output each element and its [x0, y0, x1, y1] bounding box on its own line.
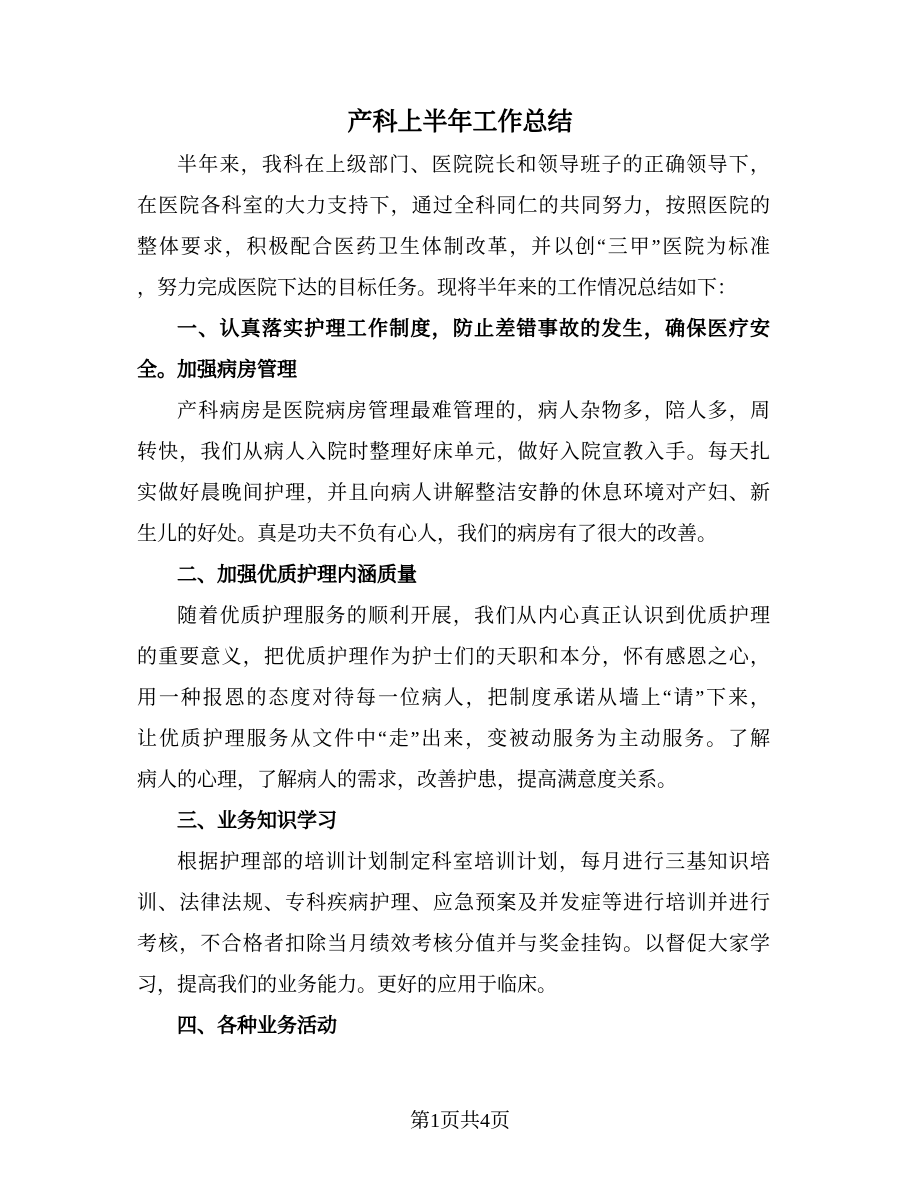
text-line: 实做好晨晚间护理，并且向病人讲解整洁安静的休息环境对产妇、新	[137, 482, 770, 504]
text-line: 整体要求，积极配合医药卫生体制改革，并以创“三甲”医院为标准	[137, 236, 770, 258]
text-line: 习，提高我们的业务能力。更好的应用于临床。	[137, 974, 557, 996]
document-body	[137, 145, 770, 1047]
section-heading	[137, 801, 770, 842]
text-line: ，努力完成医院下达的目标任务。现将半年来的工作情况总结如下：	[137, 277, 737, 299]
section-heading	[137, 1006, 770, 1047]
text-line: 二、加强优质护理内涵质量	[177, 564, 417, 586]
text-line: 转快，我们从病人入院时整理好床单元，做好入院宣教入手。每天扎	[137, 441, 770, 463]
text-line: 训、法律法规、专科疾病护理、应急预案及并发症等进行培训并进行	[137, 892, 770, 914]
paragraph	[137, 842, 770, 1006]
text-line: 病人的心理，了解病人的需求，改善护患，提高满意度关系。	[137, 769, 677, 791]
section-heading	[137, 309, 770, 391]
page-number: 第1页共4页	[410, 1110, 510, 1132]
text-line: 让优质护理服务从文件中“走”出来，变被动服务为主动服务。了解	[137, 728, 770, 750]
section-heading	[137, 555, 770, 596]
paragraph	[137, 391, 770, 555]
text-line: 随着优质护理服务的顺利开展，我们从内心真正认识到优质护理	[177, 605, 770, 627]
text-line: 四、各种业务活动	[177, 1015, 337, 1037]
text-line: 用一种报恩的态度对待每一位病人，把制度承诺从墙上“请”下来，	[137, 687, 770, 709]
text-line: 根据护理部的培训计划制定科室培训计划，每月进行三基知识培	[177, 851, 770, 873]
text-line: 考核，不合格者扣除当月绩效考核分值并与奖金挂钩。以督促大家学	[137, 933, 770, 955]
text-line: 生儿的好处。真是功夫不负有心人，我们的病房有了很大的改善。	[137, 523, 717, 545]
text-line: 三、业务知识学习	[177, 810, 337, 832]
paragraph	[137, 596, 770, 801]
text-line: 在医院各科室的大力支持下，通过全科同仁的共同努力，按照医院的	[137, 195, 770, 217]
paragraph	[137, 145, 770, 309]
text-line: 全。加强病房管理	[137, 359, 297, 381]
text-line: 一、认真落实护理工作制度，防止差错事故的发生，确保医疗安	[177, 318, 770, 340]
text-line: 产科病房是医院病房管理最难管理的，病人杂物多，陪人多，周	[177, 400, 770, 422]
text-line: 的重要意义，把优质护理作为护士们的天职和本分，怀有感恩之心，	[137, 646, 770, 668]
text-line: 半年来，我科在上级部门、医院院长和领导班子的正确领导下，	[177, 154, 770, 176]
document-title: 产科上半年工作总结	[347, 108, 573, 136]
